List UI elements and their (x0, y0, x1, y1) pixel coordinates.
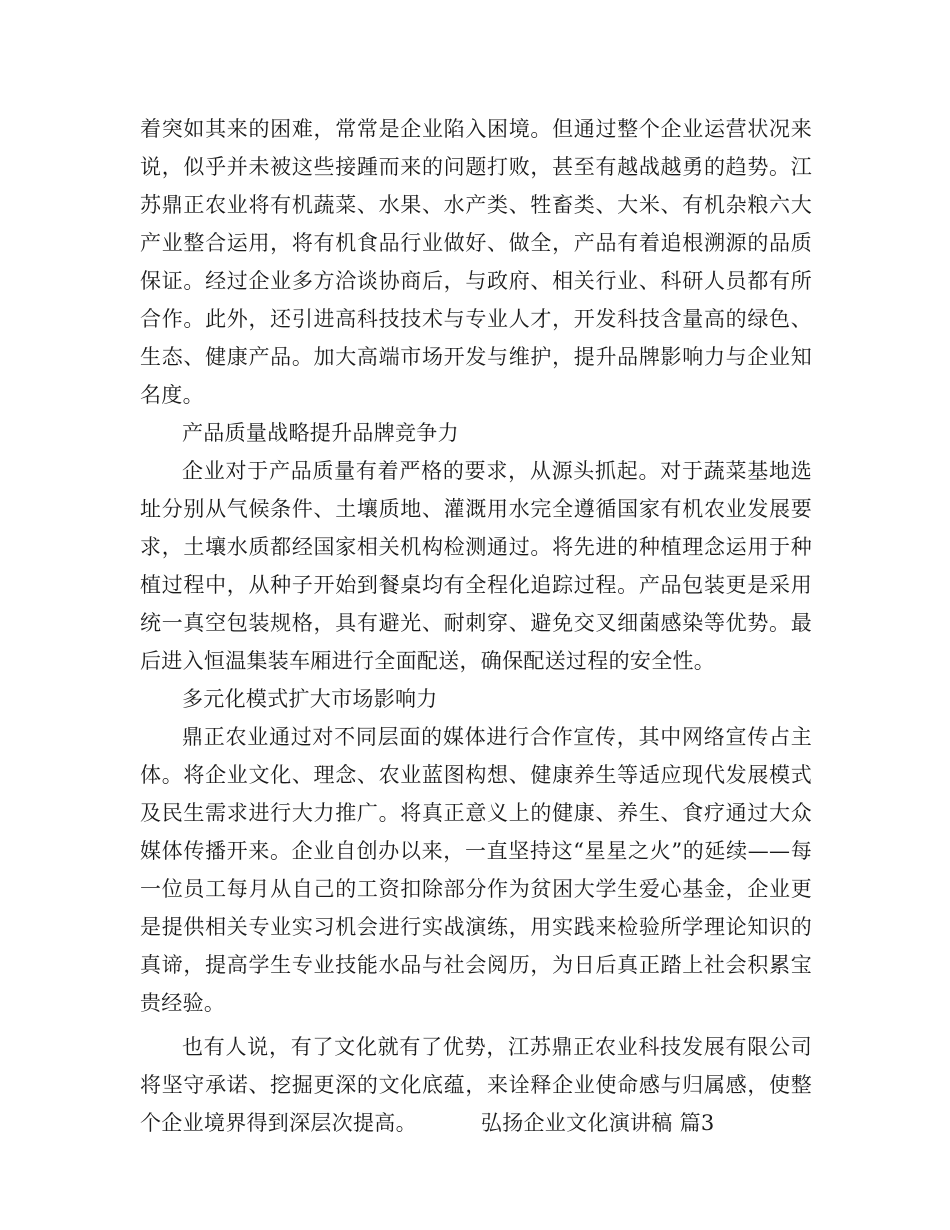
next-section-title: 弘扬企业文化演讲稿 篇3 (480, 1111, 715, 1135)
paragraph-product-quality: 企业对于产品质量有着严格的要求，从源头抓起。对于蔬菜基地选址分别从气候条件、土壤质地、灌溉用水完全遵循国家有机农业发展要求，土壤水质都经国家相关机构检测通过。将先进的种植理念运用于种植过程中，从种子开始到餐桌均有全程化追踪过程。产品包装更是采用统一真空包装规格，具有避光、耐刺穿、避免交叉细菌感染等优势。最后进入恒温集装车厢进行全面配送，确保配送过程的安全性。 (140, 459, 812, 673)
paragraph-continuation: 着突如其来的困难，常常是企业陷入困境。但通过整个企业运营状况来说，似乎并未被这些接踵而来的问题打败，甚至有越战越勇的趋势。江苏鼎正农业将有机蔬菜、水果、水产类、牲畜类、大米、有机杂粮六大产业整合运用，将有机食品行业做好、做全，产品有着追根溯源的品质保证。经过企业多方洽谈协商后，与政府、相关行业、科研人员都有所合作。此外，还引进高科技技术与专业人才，开发科技含量高的绿色、生态、健康产品。加大高端市场开发与维护，提升品牌影响力与企业知名度。 (140, 117, 812, 407)
section-heading-product-quality: 产品质量战略提升品牌竞争力 (182, 421, 459, 445)
paragraph-media-promotion: 鼎正农业通过对不同层面的媒体进行合作宣传，其中网络宣传占主体。将企业文化、理念、农业蓝图构想、健康养生等适应现代发展模式及民生需求进行大力推广。将真正意义上的健康、养生、食疗通过大众媒体传播开来。企业自创办以来，一直坚持这“星星之火”的延续——每一位员工每月从自己的工资扣除部分作为贫困大学生爱心基金，企业更是提供相关专业实习机会进行实战演练，用实践来检验所学理论知识的真谛，提高学生专业技能水品与社会阅历，为日后真正踏上社会积累宝贵经验。 (140, 725, 812, 1015)
section-heading-diversified-model: 多元化模式扩大市场影响力 (182, 687, 438, 711)
document-page (140, 110, 812, 1142)
closing-text: 也有人说，有了文化就有了优势，江苏鼎正农业科技发展有限公司将坚守承诺、挖掘更深的文化底蕴，来诠释企业使命感与归属感，使整个企业境界得到深层次提高。 (140, 1035, 812, 1135)
paragraph-closing (140, 1028, 812, 1142)
